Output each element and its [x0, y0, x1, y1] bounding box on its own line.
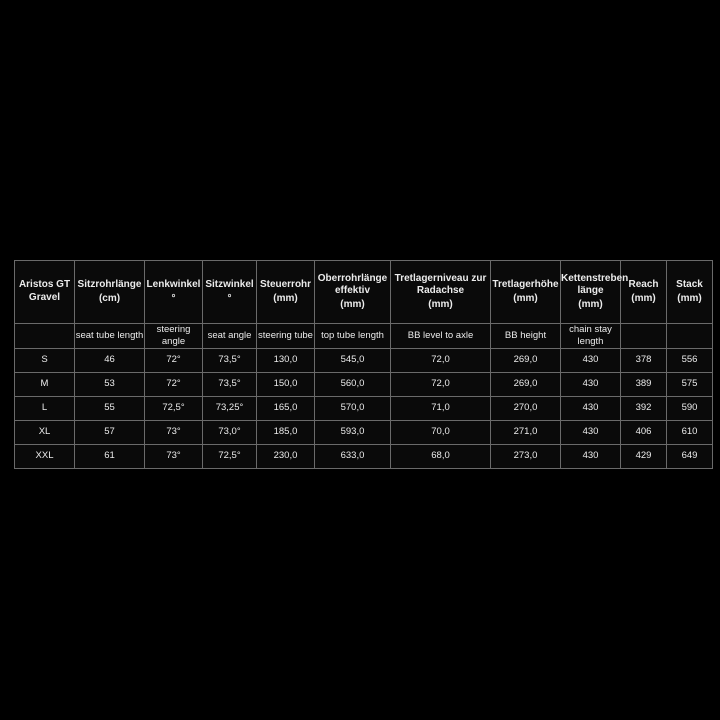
- header-cell-reach: [621, 261, 667, 324]
- header-unit-bb-height: (mm): [513, 292, 538, 304]
- header-cell-stack: [667, 261, 713, 324]
- cell-reach: 429: [621, 444, 667, 468]
- cell-top-tube-length: 570,0: [315, 396, 391, 420]
- cell-size: M: [15, 372, 75, 396]
- header-unit-top-tube-length: (mm): [340, 298, 365, 310]
- header-de-bb-height: Tretlagerhöhe: [492, 279, 559, 290]
- cell-seat-angle: 73,5°: [203, 348, 257, 372]
- header-de-steering-angle: Lenkwinkel: [146, 279, 201, 290]
- header-cell-top-tube-length: [315, 261, 391, 324]
- table-row: [15, 420, 713, 444]
- cell-steering-angle: 73°: [145, 420, 203, 444]
- cell-bb-height: 269,0: [491, 348, 561, 372]
- header-de-top-tube-length: Oberrohrlänge effektiv: [317, 272, 388, 297]
- subheader-cell-reach: [621, 324, 667, 349]
- cell-chain-stay-length: 430: [561, 396, 621, 420]
- cell-seat-angle: 73,0°: [203, 420, 257, 444]
- cell-seat-tube-length: 61: [75, 444, 145, 468]
- cell-reach: 378: [621, 348, 667, 372]
- cell-seat-tube-length: 46: [75, 348, 145, 372]
- header-cell-seat-tube-length: [75, 261, 145, 324]
- header-de-steering-tube: Steuerrohr: [259, 279, 312, 290]
- cell-steering-tube: 130,0: [257, 348, 315, 372]
- subheader-cell-top-tube-length: top tube length: [315, 324, 391, 349]
- cell-stack: 590: [667, 396, 713, 420]
- header-unit-chain-stay-length: (mm): [578, 298, 603, 310]
- cell-seat-angle: 73,25°: [203, 396, 257, 420]
- cell-reach: 392: [621, 396, 667, 420]
- header-cell-seat-angle: [203, 261, 257, 324]
- table-row: [15, 372, 713, 396]
- header-de-seat-tube-length: Sitzrohrlänge: [77, 279, 142, 290]
- table-row: [15, 348, 713, 372]
- cell-top-tube-length: 545,0: [315, 348, 391, 372]
- header-unit-stack: (mm): [677, 292, 702, 304]
- cell-top-tube-length: 633,0: [315, 444, 391, 468]
- cell-steering-tube: 230,0: [257, 444, 315, 468]
- cell-size: XL: [15, 420, 75, 444]
- cell-chain-stay-length: 430: [561, 420, 621, 444]
- header-cell-model: [15, 261, 75, 324]
- cell-seat-angle: 72,5°: [203, 444, 257, 468]
- header-unit-seat-tube-length: (cm): [98, 292, 121, 304]
- header-unit-steering-tube: (mm): [273, 292, 298, 304]
- cell-steering-angle: 72°: [145, 372, 203, 396]
- header-unit-bb-level-to-axle: (mm): [428, 298, 453, 310]
- cell-bb-height: 269,0: [491, 372, 561, 396]
- header-model-line2: Gravel: [28, 292, 61, 303]
- cell-bb-level-to-axle: 68,0: [391, 444, 491, 468]
- header-cell-steering-angle: [145, 261, 203, 324]
- table-row: [15, 396, 713, 420]
- cell-reach: 406: [621, 420, 667, 444]
- header-unit-steering-angle: °: [171, 292, 176, 304]
- header-model-line1: Aristos GT: [18, 278, 71, 290]
- cell-seat-angle: 73,5°: [203, 372, 257, 396]
- cell-bb-height: 271,0: [491, 420, 561, 444]
- cell-steering-tube: 165,0: [257, 396, 315, 420]
- cell-bb-height: 273,0: [491, 444, 561, 468]
- cell-seat-tube-length: 53: [75, 372, 145, 396]
- header-unit-reach: (mm): [631, 292, 656, 304]
- cell-stack: 649: [667, 444, 713, 468]
- cell-bb-level-to-axle: 72,0: [391, 372, 491, 396]
- table-header-row: [15, 261, 713, 324]
- subheader-cell-chain-stay-length: chain stay length: [561, 324, 621, 349]
- subheader-cell-bb-level-to-axle: BB level to axle: [391, 324, 491, 349]
- subheader-cell-stack: [667, 324, 713, 349]
- cell-bb-level-to-axle: 71,0: [391, 396, 491, 420]
- cell-size: S: [15, 348, 75, 372]
- subheader-cell-model: [15, 324, 75, 349]
- cell-stack: 610: [667, 420, 713, 444]
- subheader-cell-steering-angle: steering angle: [145, 324, 203, 349]
- header-de-reach: Reach: [628, 279, 659, 290]
- header-de-seat-angle: Sitzwinkel: [205, 279, 254, 290]
- header-de-bb-level-to-axle: Tretlagerniveau zur Radachse: [394, 272, 487, 297]
- header-de-chain-stay-length: Kettenstreben länge: [561, 272, 629, 297]
- table-subheader-row: [15, 324, 713, 349]
- subheader-cell-steering-tube: steering tube: [257, 324, 315, 349]
- cell-chain-stay-length: 430: [561, 372, 621, 396]
- cell-chain-stay-length: 430: [561, 348, 621, 372]
- cell-chain-stay-length: 430: [561, 444, 621, 468]
- header-cell-steering-tube: [257, 261, 315, 324]
- header-cell-chain-stay-length: [561, 261, 629, 324]
- subheader-cell-seat-angle: seat angle: [203, 324, 257, 349]
- subheader-cell-bb-height: BB height: [491, 324, 561, 349]
- header-cell-bb-height: [491, 261, 561, 324]
- cell-reach: 389: [621, 372, 667, 396]
- header-cell-bb-level-to-axle: [391, 261, 491, 324]
- geometry-table: [14, 260, 713, 469]
- cell-top-tube-length: 560,0: [315, 372, 391, 396]
- header-unit-seat-angle: °: [227, 292, 232, 304]
- table-row: [15, 444, 713, 468]
- cell-size: L: [15, 396, 75, 420]
- cell-steering-angle: 72°: [145, 348, 203, 372]
- cell-bb-level-to-axle: 72,0: [391, 348, 491, 372]
- cell-seat-tube-length: 57: [75, 420, 145, 444]
- cell-stack: 575: [667, 372, 713, 396]
- cell-size: XXL: [15, 444, 75, 468]
- geometry-table-container: [14, 260, 706, 469]
- cell-steering-angle: 72,5°: [145, 396, 203, 420]
- cell-bb-level-to-axle: 70,0: [391, 420, 491, 444]
- subheader-cell-seat-tube-length: seat tube length: [75, 324, 145, 349]
- header-de-stack: Stack: [676, 279, 703, 290]
- cell-top-tube-length: 593,0: [315, 420, 391, 444]
- cell-seat-tube-length: 55: [75, 396, 145, 420]
- cell-stack: 556: [667, 348, 713, 372]
- cell-steering-tube: 185,0: [257, 420, 315, 444]
- cell-steering-angle: 73°: [145, 444, 203, 468]
- cell-bb-height: 270,0: [491, 396, 561, 420]
- cell-steering-tube: 150,0: [257, 372, 315, 396]
